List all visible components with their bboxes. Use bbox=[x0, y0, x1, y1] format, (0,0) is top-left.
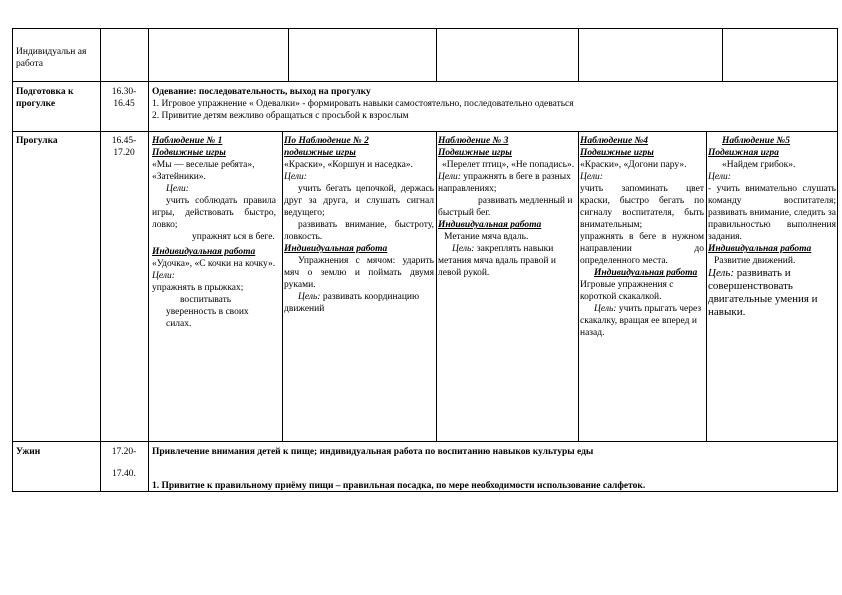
obs2-goal-2: развивать внимание, быстроту, ловкость. bbox=[284, 220, 434, 242]
obs1-ind-goals-head: Цели: bbox=[152, 271, 175, 281]
col-divider bbox=[706, 131, 707, 441]
obs5-head: Наблюдение №5 bbox=[722, 136, 790, 146]
obs1-ind-goal-1: упражнять в прыжках; bbox=[152, 283, 244, 293]
dinner-time-end: 17.40. bbox=[112, 469, 136, 479]
row-label-dinner: Ужин bbox=[16, 447, 41, 457]
obs3-goal-1: упражнять в беге в разных направлениях; bbox=[438, 172, 571, 194]
obs2-ind-goal-label: Цель: bbox=[298, 292, 321, 302]
obs3-head: Наблюдение № 3 bbox=[438, 136, 509, 146]
obs2-games: «Краски», «Коршун и наседка». bbox=[284, 160, 413, 170]
row-label-prep: Подготовка к прогулке bbox=[16, 87, 74, 109]
obs1-ind-head: Индивидуальная работа bbox=[152, 247, 256, 257]
obs4-ind-goal-line bbox=[580, 303, 704, 339]
obs4-ind-text: Игровые упражнения с короткой скакалкой. bbox=[580, 280, 674, 302]
obs4-ind-goal-label: Цель: bbox=[594, 304, 617, 314]
obs3-ind-goal-line bbox=[438, 243, 576, 279]
row-divider bbox=[12, 441, 838, 442]
obs3-goal-1-line bbox=[438, 171, 576, 195]
obs1-ind-games: «Удочка», «С кочки на кочку». bbox=[152, 259, 276, 269]
obs3-goal-2: развивать медленный и быстрый бег. bbox=[438, 196, 573, 218]
row-divider bbox=[12, 131, 838, 132]
dinner-line-2: 1. Привитие к правильному приёму пищи – правильная посадка, по мере необходимости использование салфеток. bbox=[152, 481, 646, 491]
obs1-goal-2: упражнят ься в беге. bbox=[192, 232, 275, 242]
col-divider bbox=[100, 28, 101, 492]
col-divider bbox=[578, 131, 579, 441]
prep-time-start: 16.30- bbox=[111, 87, 137, 97]
obs4-games: «Краски», «Догони пару». bbox=[580, 160, 687, 170]
obs5-ind-goal: развивать и совершенствовать двигательные умения и навыки. bbox=[708, 267, 818, 318]
obs4-ind-goal: учить прыгать через скакалку, вращая ее вперед и назад. bbox=[580, 304, 702, 338]
obs3-ind-goal: закреплять навыки метания мяча вдаль правой и левой рукой. bbox=[438, 244, 556, 278]
obs5-goals-head: Цели: bbox=[708, 172, 731, 182]
obs5-games-head: Подвижная игра bbox=[708, 148, 779, 158]
dinner-content bbox=[152, 446, 836, 492]
row-label-walk: Прогулка bbox=[16, 136, 58, 146]
obs4-head: Наблюдение №4 bbox=[580, 136, 648, 146]
obs3-games-head: Подвижные игры bbox=[438, 148, 512, 158]
prep-time bbox=[102, 86, 146, 110]
obs4-games-head: Подвижные игры bbox=[580, 148, 654, 158]
obs4-ind-head: Индивидуальная работа bbox=[594, 268, 698, 278]
row-divider bbox=[12, 81, 838, 82]
col-divider bbox=[436, 28, 437, 82]
col-divider bbox=[722, 28, 723, 82]
obs4-goals-head: Цели: bbox=[580, 172, 603, 182]
obs3-ind-goal-label: Цель: bbox=[452, 244, 475, 254]
col-divider bbox=[282, 131, 283, 441]
obs3-ind-head: Индивидуальная работа bbox=[438, 220, 542, 230]
walk-time-end: 17.20 bbox=[113, 148, 135, 158]
obs4-goal-2: упражнять в беге в нужном направлении до определенного места. bbox=[580, 232, 704, 266]
prep-line-2: 2. Привитие детям вежливо обращаться с просьбой к взрослым bbox=[152, 111, 409, 121]
col-divider bbox=[12, 28, 13, 492]
walk-time bbox=[102, 135, 146, 159]
obs1-goal-1: учить соблюдать правила игры, действовать быстро, ловко; bbox=[152, 196, 276, 230]
prep-time-end: 16.45 bbox=[113, 99, 135, 109]
obs1-head: Наблюдение № 1 bbox=[152, 136, 223, 146]
obs5-goal-1: - учить внимательно слушать команду воспитателя; развивать внимание, следить за правильностью выполнения задания. bbox=[708, 184, 836, 242]
obs1-ind-goal-2: воспитывать уверенность в своих силах. bbox=[166, 295, 249, 329]
walk-observation-5 bbox=[708, 135, 836, 319]
obs3-games: «Перелет птиц», «Не попадись». bbox=[442, 160, 575, 170]
obs2-ind-goal: развивать координацию движений bbox=[284, 292, 420, 314]
walk-observation-3 bbox=[438, 135, 576, 279]
obs5-ind-head: Индивидуальная работа bbox=[708, 244, 812, 254]
obs1-games: «Мы — веселые ребята», «Затейники». bbox=[152, 160, 255, 182]
prep-content bbox=[152, 86, 836, 122]
prep-title: Одевание: последовательность, выход на прогулку bbox=[152, 87, 371, 97]
obs2-goals-head: Цели: bbox=[284, 172, 307, 182]
obs1-games-head: Подвижные игры bbox=[152, 148, 226, 158]
obs5-games: «Найдем грибок». bbox=[722, 160, 796, 170]
obs3-goals-head: Цели: bbox=[438, 172, 461, 182]
dinner-time bbox=[102, 446, 146, 480]
dinner-time-start: 17.20- bbox=[111, 447, 137, 457]
schedule-table bbox=[12, 28, 838, 492]
prep-line-1: 1. Игровое упражнение « Одевалки» - формировать навыки самостоятельно, последовательно одеваться bbox=[152, 99, 574, 109]
col-divider bbox=[288, 28, 289, 82]
walk-observation-1 bbox=[152, 135, 276, 330]
obs2-goal-1: учить бегать цепочкой, держась друг за друга, и слушать сигнал ведущего; bbox=[284, 184, 434, 218]
walk-observation-2 bbox=[284, 135, 434, 315]
walk-observation-4 bbox=[580, 135, 704, 339]
obs2-head: По Наблюдение № 2 bbox=[284, 136, 369, 146]
obs2-games-head: подвижные игры bbox=[284, 148, 356, 158]
obs5-ind-goal-label: Цель: bbox=[708, 267, 735, 279]
obs2-ind-head: Индивидуальная работа bbox=[284, 244, 388, 254]
dinner-line-1: Привлечение внимания детей к пище; индивидуальная работа по воспитанию навыков культуры еды bbox=[152, 447, 594, 457]
row-label-individual: Индивидуальн ая работа bbox=[16, 47, 87, 69]
col-divider bbox=[436, 131, 437, 441]
table-border-right bbox=[837, 28, 838, 492]
obs2-ind-goal-line bbox=[284, 291, 434, 315]
col-divider bbox=[578, 28, 579, 82]
table-border-top bbox=[12, 28, 838, 29]
walk-time-start: 16.45- bbox=[111, 136, 137, 146]
obs5-ind-text: Развитие движений. bbox=[714, 256, 796, 266]
obs2-ind-text: Упражнения с мячом: ударить мяч о землю и поймать двумя руками. bbox=[284, 256, 434, 290]
obs4-goal-1: учить запоминать цвет краски, быстро бегать по сигналу воспитателя, быть внимательным; bbox=[580, 184, 704, 230]
obs5-ind-goal-line bbox=[708, 267, 836, 319]
obs1-goals-head: Цели: bbox=[166, 184, 189, 194]
obs3-ind-text: Метание мяча вдаль. bbox=[444, 232, 529, 242]
col-divider bbox=[148, 28, 149, 492]
